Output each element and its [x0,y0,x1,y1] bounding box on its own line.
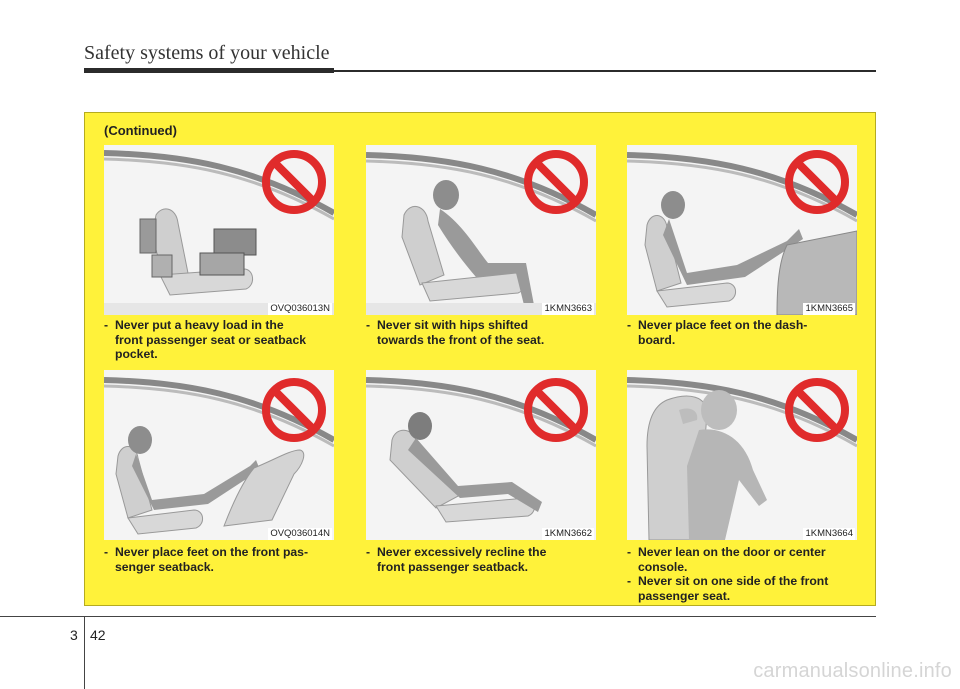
figure-code: OVQ036013N [270,303,330,314]
figure-hips-shifted [366,145,596,315]
header-rule-thin [334,70,876,72]
chapter-number: 3 [70,627,78,643]
prohibition-icon [627,370,857,540]
footer-divider [84,616,85,689]
watermark: carmanualsonline.info [753,660,952,682]
figure-feet-dashboard [627,145,857,315]
figure-heavy-load [104,145,334,315]
prohibition-icon [104,370,334,540]
prohibition-icon [366,370,596,540]
figure-code: 1KMN3664 [805,528,853,539]
continued-label: (Continued) [104,123,177,138]
page-number: 42 [90,627,106,643]
figure-code: 1KMN3665 [805,303,853,314]
figure-feet-seatback [104,370,334,540]
caption-heavy-load: - Never put a heavy load in the front passenger seat or seatback pocket. [102,318,338,362]
page-section-title: Safety systems of your vehicle [84,42,330,64]
prohibition-icon [366,145,596,315]
figure-lean-door [627,370,857,540]
caption-lean-door: - Never lean on the door or center console. - Never sit on one side of the front passenger seat. [625,545,861,603]
caption-hips-shifted: - Never sit with hips shifted towards the front of the seat. [364,318,600,347]
caption-feet-dashboard: - Never place feet on the dash- board. [625,318,861,347]
figure-code: 1KMN3663 [544,303,592,314]
figure-recline [366,370,596,540]
caption-recline: - Never excessively recline the front passenger seatback. [364,545,600,574]
figure-code: OVQ036014N [270,528,330,539]
prohibition-icon [627,145,857,315]
header-rule-thick [84,68,334,73]
caption-feet-seatback: - Never place feet on the front pas- senger seatback. [102,545,338,574]
footer-rule [0,616,876,617]
prohibition-icon [104,145,334,315]
figure-code: 1KMN3662 [544,528,592,539]
